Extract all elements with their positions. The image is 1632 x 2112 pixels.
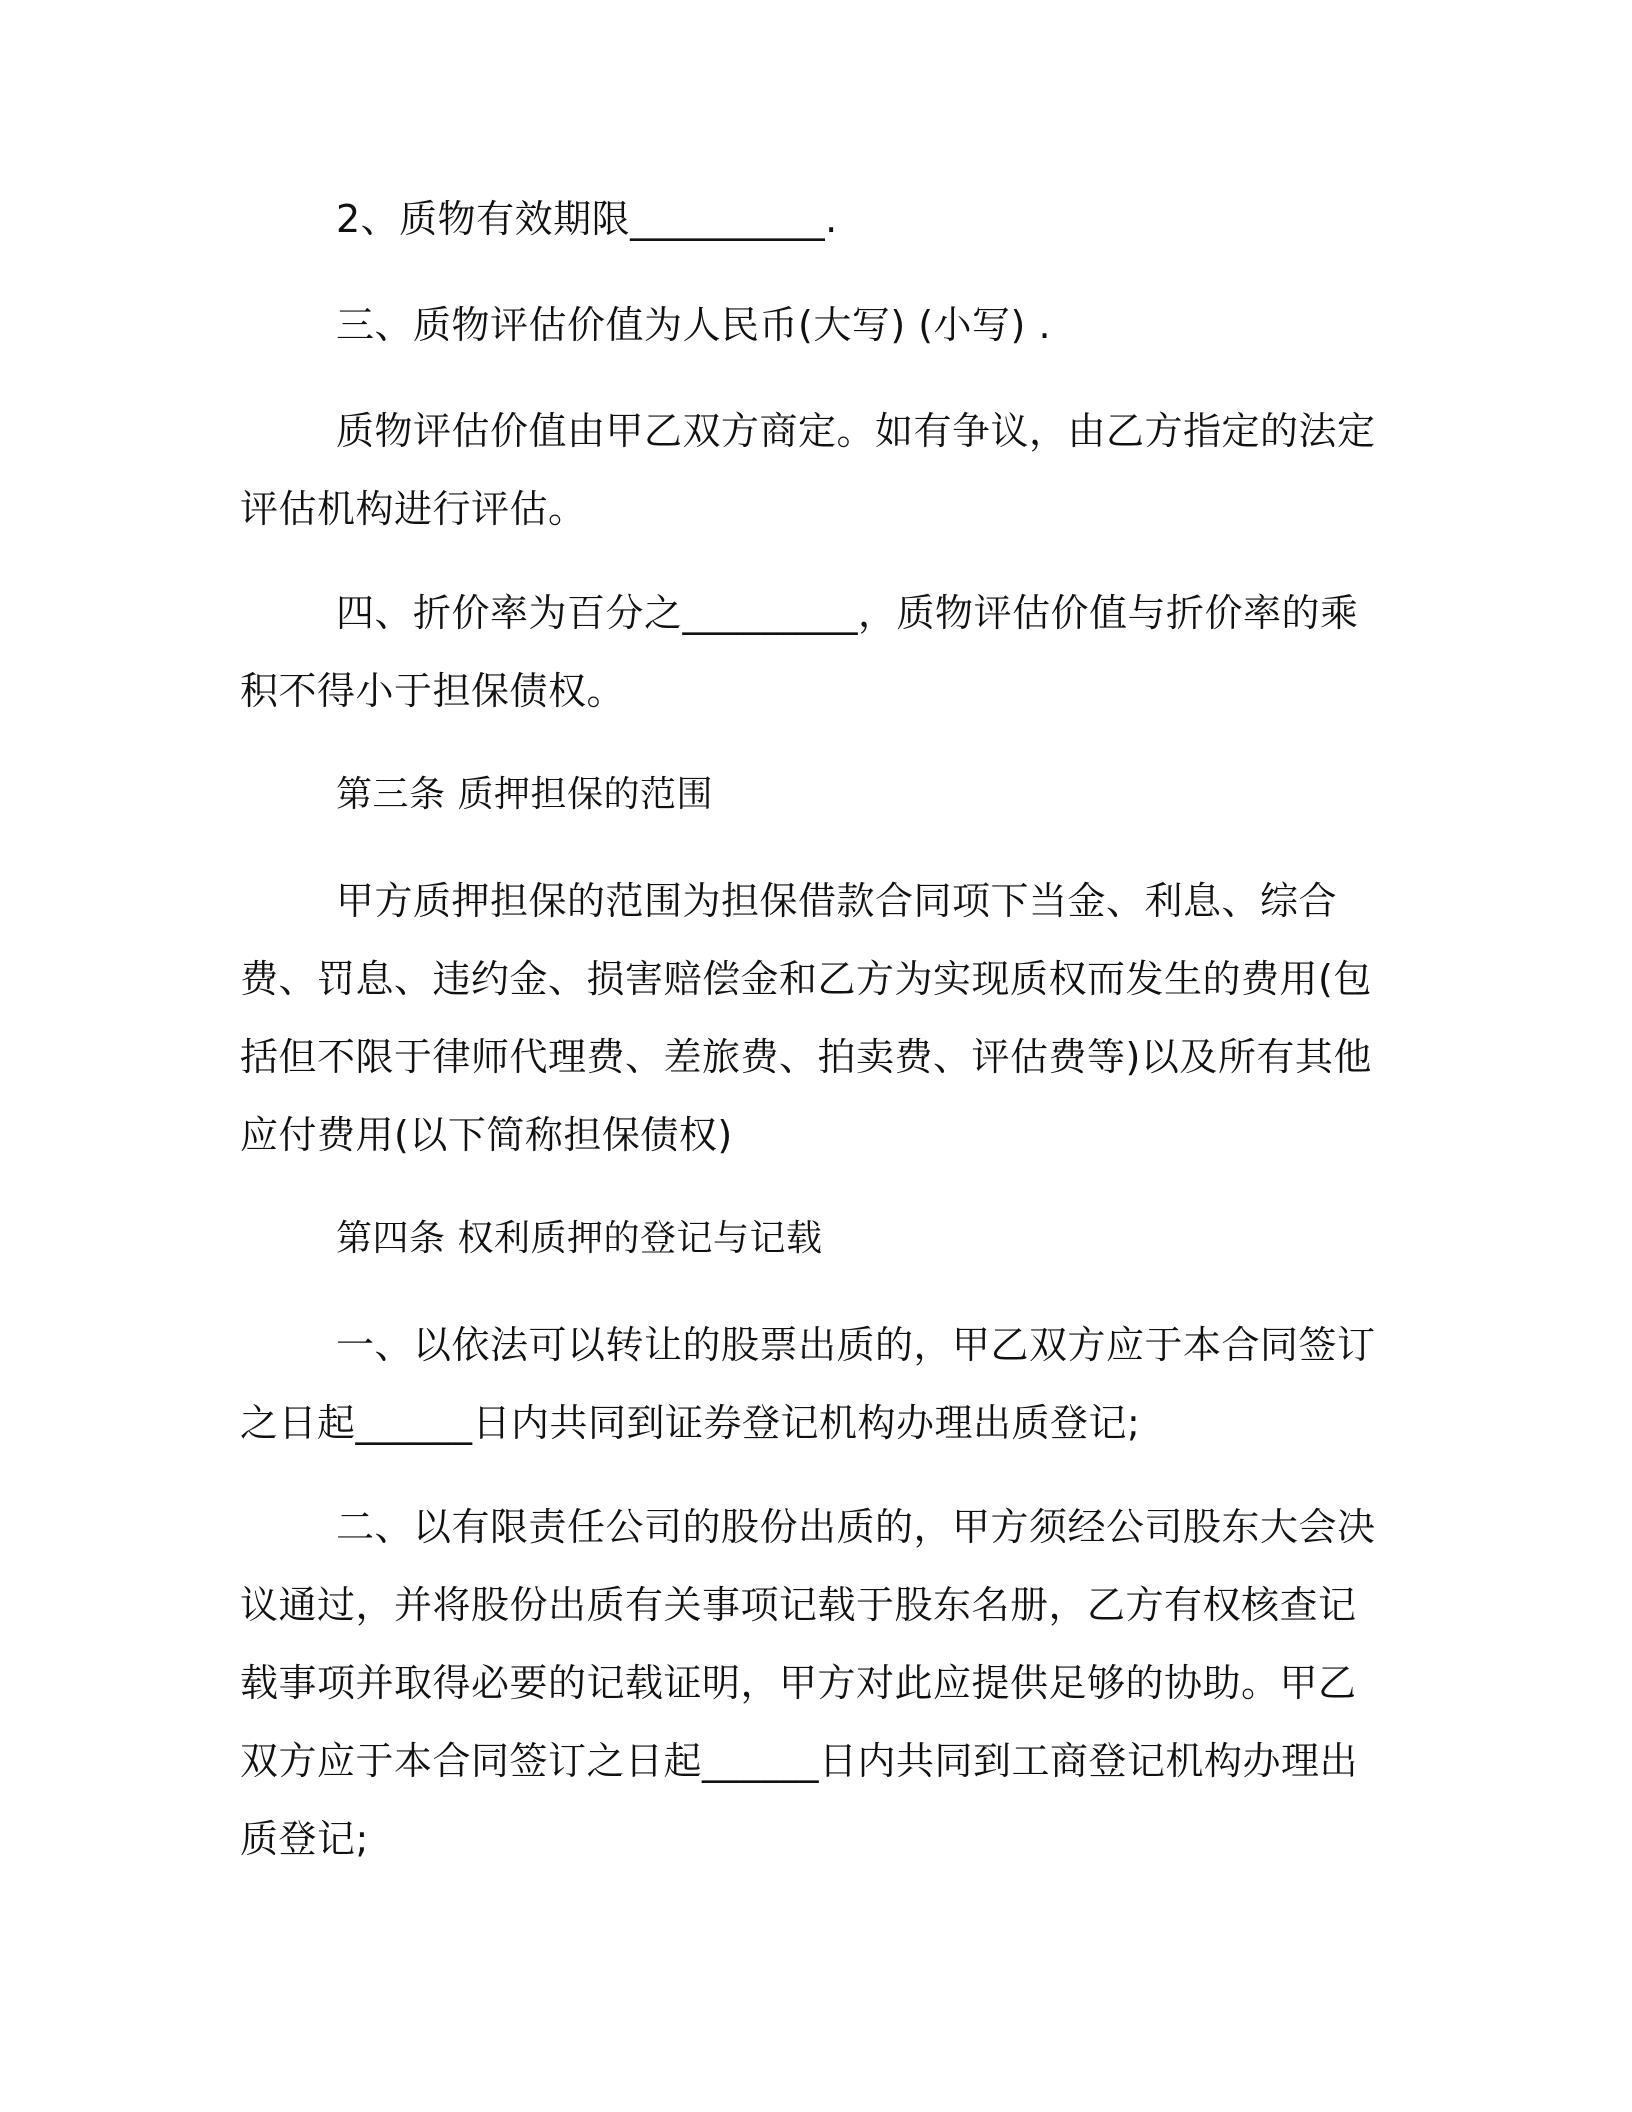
clause-pledge-validity-period: 2、质物有效期限__________. (336, 197, 838, 241)
clause-share-registration: 二、以有限责任公司的股份出质的，甲方须经公司股东大会决议通过，并将股份出质有关事项记载于股东名册，乙方有权核查记载事项并取得必要的记载证明，甲方对此应提供足够的协助。甲乙双方应于本合同签订之日起______日内共同到工商登记机构办理出质登记; (240, 1505, 1376, 1861)
article-four-heading: 第四条 权利质押的登记与记载 (336, 1218, 823, 1259)
clause-valuation-method: 质物评估价值由甲乙双方商定。如有争议，由乙方指定的法定评估机构进行评估。 (240, 409, 1376, 531)
clause-guarantee-scope: 甲方质押担保的范围为担保借款合同项下当金、利息、综合费、罚息、违约金、损害赔偿金和乙方为实现质权而发生的费用(包括但不限于律师代理费、差旅费、拍卖费、评估费等)以及所有其他应付费用(以下简称担保债权) (240, 879, 1372, 1157)
clause-pledge-valuation: 三、质物评估价值为人民币(大写) (小写) . (336, 303, 1052, 347)
article-three-heading: 第三条 质押担保的范围 (336, 774, 713, 815)
clause-discount-rate: 四、折价率为百分之_________，质物评估价值与折价率的乘积不得小于担保债权。 (240, 591, 1359, 713)
clause-stock-registration: 一、以依法可以转让的股票出质的，甲乙双方应于本合同签订之日起______日内共同到证券登记机构办理出质登记; (240, 1323, 1376, 1445)
document-page (240, 180, 1380, 1904)
